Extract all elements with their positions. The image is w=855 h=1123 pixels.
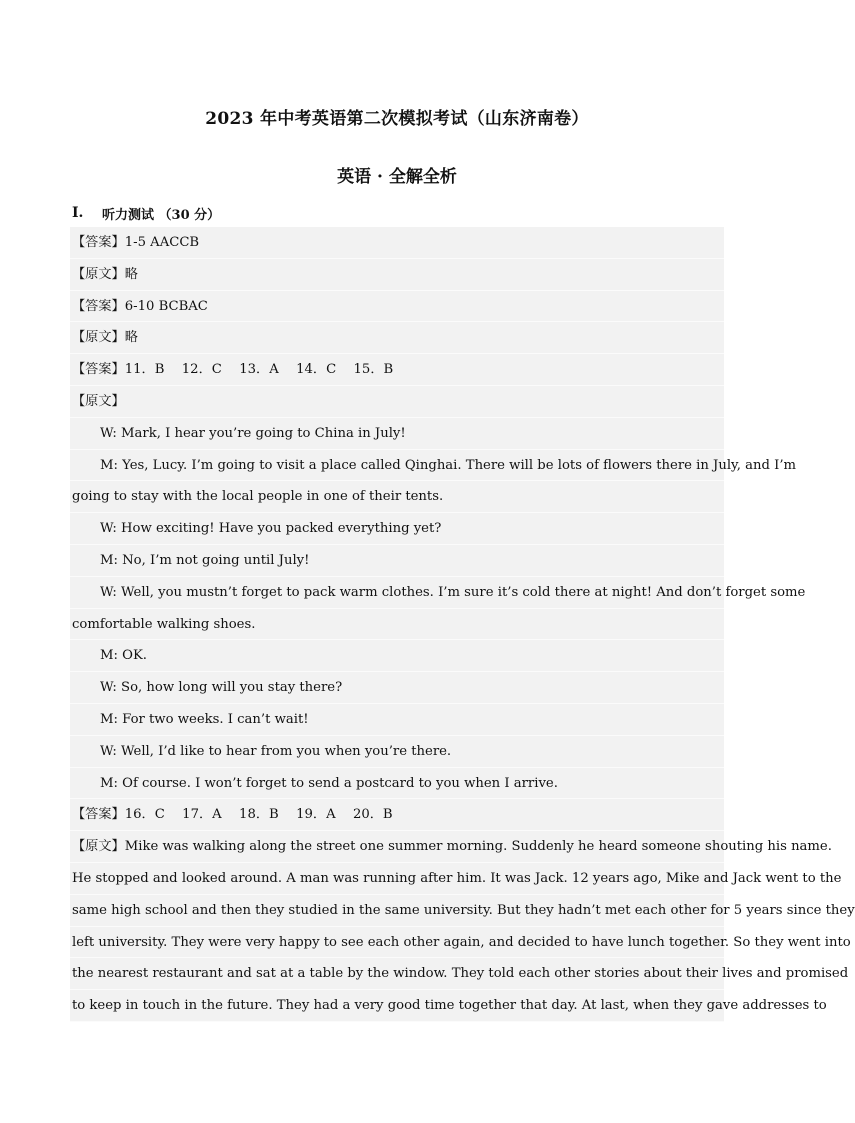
section-heading <box>72 203 220 223</box>
document-subtitle: 英语 · 全解全析 <box>337 167 457 187</box>
text-line: W: Well, I’d like to hear from you when you’re there. <box>70 736 724 768</box>
text-line: He stopped and looked around. A man was running after him. It was Jack. 12 years ago, Mike and Jack went to the <box>70 863 724 895</box>
text-line: M: Of course. I won’t forget to send a postcard to you when I arrive. <box>70 768 724 800</box>
text-line: 【原文】Mike was walking along the street one summer morning. Suddenly he heard someone shouting his name. <box>70 831 724 863</box>
text-line: 【原文】 <box>70 386 724 418</box>
text-line: M: For two weeks. I can’t wait! <box>70 704 724 736</box>
text-line: M: No, I’m not going until July! <box>70 545 724 577</box>
text-line: W: So, how long will you stay there? <box>70 672 724 704</box>
text-line: same high school and then they studied in the same university. But they hadn’t met each other for 5 years since they <box>70 895 724 927</box>
text-line: 【答案】1-5 AACCB <box>70 227 724 259</box>
answer-text-block <box>70 227 855 1022</box>
text-line: 【答案】6-10 BCBAC <box>70 291 724 323</box>
text-line: 【答案】11．B 12．C 13．A 14．C 15．B <box>70 354 724 386</box>
text-line: 【答案】16．C 17．A 18．B 19．A 20．B <box>70 799 724 831</box>
text-line: 【原文】略 <box>70 259 724 291</box>
text-line: going to stay with the local people in one of their tents. <box>70 481 724 513</box>
text-line: comfortable walking shoes. <box>70 609 724 641</box>
text-line: the nearest restaurant and sat at a table by the window. They told each other stories about their lives and promised <box>70 958 724 990</box>
section-name: 听力测试 （30 分） <box>102 207 221 223</box>
text-line: 【原文】略 <box>70 322 724 354</box>
text-line: to keep in touch in the future. They had a very good time together that day. At last, when they gave addresses to <box>70 990 724 1022</box>
text-line: W: How exciting! Have you packed everything yet? <box>70 513 724 545</box>
text-line: W: Well, you mustn’t forget to pack warm clothes. I’m sure it’s cold there at night! And don’t forget some <box>70 577 724 609</box>
document-title: 2023 年中考英语第二次模拟考试（山东济南卷） <box>205 109 589 129</box>
section-number: I. <box>72 205 84 221</box>
text-line: M: OK. <box>70 640 724 672</box>
text-line: M: Yes, Lucy. I’m going to visit a place called Qinghai. There will be lots of flowers there in July, and I’m <box>70 450 724 482</box>
text-line: W: Mark, I hear you’re going to China in July! <box>70 418 724 450</box>
text-line: left university. They were very happy to see each other again, and decided to have lunch together. So they went into <box>70 927 724 959</box>
